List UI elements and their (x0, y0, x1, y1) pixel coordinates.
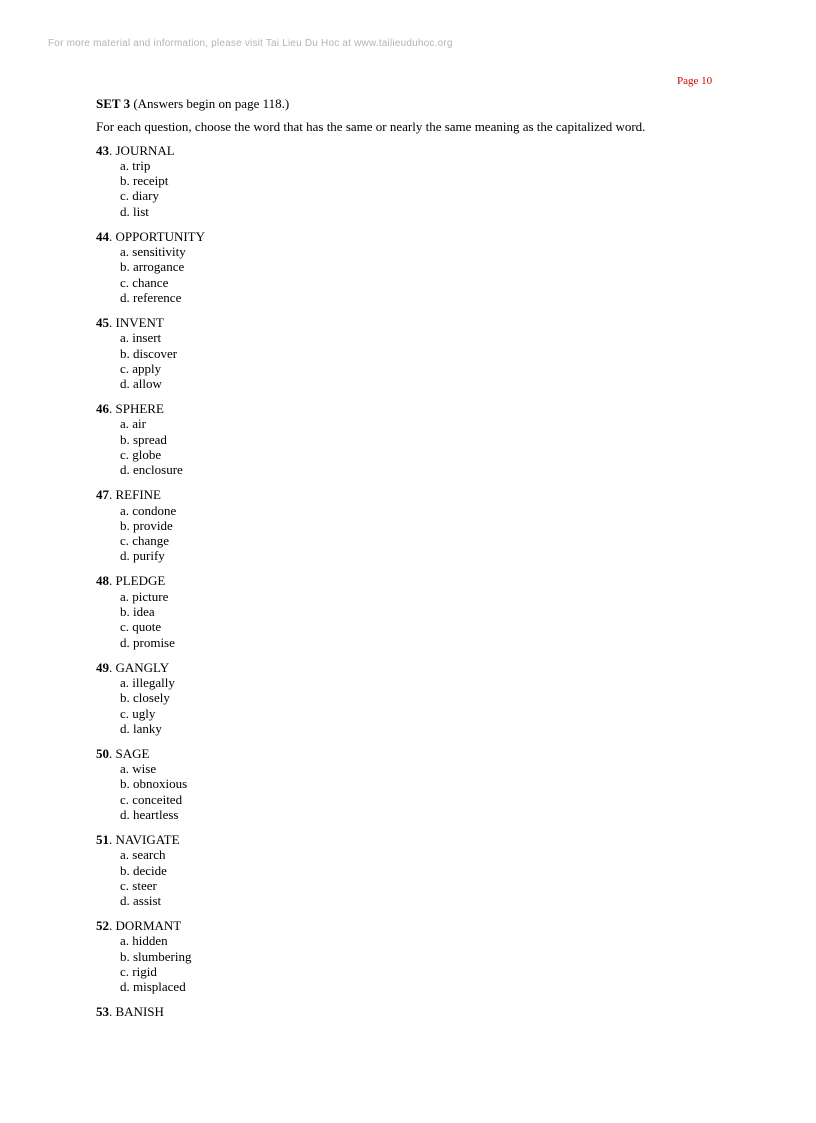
question-word: SPHERE (115, 401, 164, 417)
answer-option: d. list (120, 203, 149, 219)
question-number: 45 (96, 314, 109, 330)
question-number: 44 (96, 228, 109, 244)
answer-option: c. change (120, 533, 170, 549)
answer-option: a. condone (120, 502, 177, 518)
question-stem: 49. GANGLY (96, 659, 170, 675)
question-number: 47 (96, 487, 109, 503)
answer-option: c. diary (120, 188, 159, 204)
answer-option: d. purify (120, 548, 165, 564)
answer-options (96, 503, 696, 564)
question-stem: 45. INVENT (96, 314, 164, 330)
answer-option: a. sensitivity (120, 244, 186, 260)
answer-options (96, 244, 696, 305)
answer-option: c. ugly (120, 705, 156, 721)
answer-option: d. promise (120, 634, 175, 650)
watermark-text: For more material and information, please visit Tai Lieu Du Hoc at www.tailieuduhoc.org (48, 38, 453, 49)
answer-options (96, 933, 696, 994)
answer-option: b. idea (120, 604, 155, 620)
question-stem: 50. SAGE (96, 745, 150, 761)
answer-option: b. decide (120, 862, 167, 878)
question-word: INVENT (115, 314, 164, 330)
answer-option: c. globe (120, 447, 162, 462)
question-list (96, 143, 696, 1020)
answer-option: d. allow (120, 376, 162, 392)
answer-option: a. wise (120, 761, 157, 777)
question-word: PLEDGE (115, 573, 166, 589)
question-stem: 52. DORMANT (96, 918, 182, 934)
question-stem: 46. SPHERE (96, 401, 164, 417)
answer-option: c. quote (120, 619, 162, 635)
question-stem: 43. JOURNAL (96, 142, 175, 158)
question-word: SAGE (115, 745, 150, 761)
question-word: NAVIGATE (115, 831, 180, 847)
question-number: 48 (96, 573, 109, 589)
answer-option: a. trip (120, 157, 151, 173)
question-word: OPPORTUNITY (115, 228, 206, 244)
question-47 (96, 487, 696, 563)
answer-option: d. assist (120, 893, 162, 909)
answer-option: d. lanky (120, 720, 162, 736)
question-stem: 44. OPPORTUNITY (96, 228, 206, 244)
question-52 (96, 918, 696, 994)
answer-options (96, 158, 696, 219)
question-51 (96, 832, 696, 908)
answer-options (96, 675, 696, 736)
page-number: Page 10 (677, 75, 713, 87)
answer-option: d. heartless (120, 806, 179, 822)
question-word: DORMANT (115, 918, 182, 934)
answer-option: d. reference (120, 289, 182, 305)
question-word: JOURNAL (115, 142, 175, 158)
document-body (96, 96, 696, 1029)
question-number: 49 (96, 659, 109, 675)
answer-option: a. insert (120, 330, 162, 346)
answer-options (96, 761, 696, 822)
set-note: (Answers begin on page 118.) (133, 96, 290, 111)
answer-options (96, 416, 696, 477)
set-label: SET 3 (96, 96, 131, 111)
answer-option: b. obnoxious (120, 776, 188, 792)
answer-option: a. illegally (120, 674, 175, 690)
question-43 (96, 143, 696, 219)
question-44 (96, 229, 696, 305)
question-number: 43 (96, 142, 109, 158)
question-stem: 47. REFINE (96, 487, 161, 503)
question-45 (96, 315, 696, 391)
question-50 (96, 746, 696, 822)
answer-option: a. picture (120, 588, 169, 604)
answer-options (96, 589, 696, 650)
question-49 (96, 660, 696, 736)
instructions: For each question, choose the word that has the same or nearly the same meaning as the capitalized word. (96, 119, 646, 135)
answer-option: c. rigid (120, 964, 157, 980)
question-word: GANGLY (115, 659, 170, 675)
answer-option: a. air (120, 416, 146, 432)
answer-option: b. slumbering (120, 948, 192, 964)
question-word: REFINE (115, 487, 161, 503)
question-word: BANISH (115, 1004, 164, 1020)
answer-option: d. enclosure (120, 462, 183, 478)
answer-option: a. search (120, 847, 166, 863)
answer-option: c. steer (120, 877, 157, 893)
answer-option: b. receipt (120, 173, 169, 189)
answer-option: c. chance (120, 274, 169, 290)
answer-option: c. apply (120, 360, 162, 376)
answer-option: b. spread (120, 431, 167, 447)
question-number: 50 (96, 745, 109, 761)
question-stem: 53. BANISH (96, 1004, 164, 1020)
answer-option: a. hidden (120, 933, 168, 949)
question-48 (96, 573, 696, 649)
answer-option: b. discover (120, 345, 178, 361)
question-number: 46 (96, 401, 109, 417)
answer-option: d. misplaced (120, 979, 186, 995)
question-stem: 48. PLEDGE (96, 573, 166, 589)
question-53 (96, 1004, 696, 1019)
answer-options (96, 330, 696, 391)
question-number: 52 (96, 918, 109, 934)
question-stem: 51. NAVIGATE (96, 831, 180, 847)
answer-option: b. arrogance (120, 259, 185, 275)
question-number: 51 (96, 831, 109, 847)
answer-options (96, 847, 696, 908)
set-heading (96, 96, 696, 111)
question-46 (96, 401, 696, 477)
answer-option: b. closely (120, 690, 170, 706)
question-number: 53 (96, 1004, 109, 1020)
answer-option: b. provide (120, 517, 173, 533)
answer-option: c. conceited (120, 791, 183, 807)
